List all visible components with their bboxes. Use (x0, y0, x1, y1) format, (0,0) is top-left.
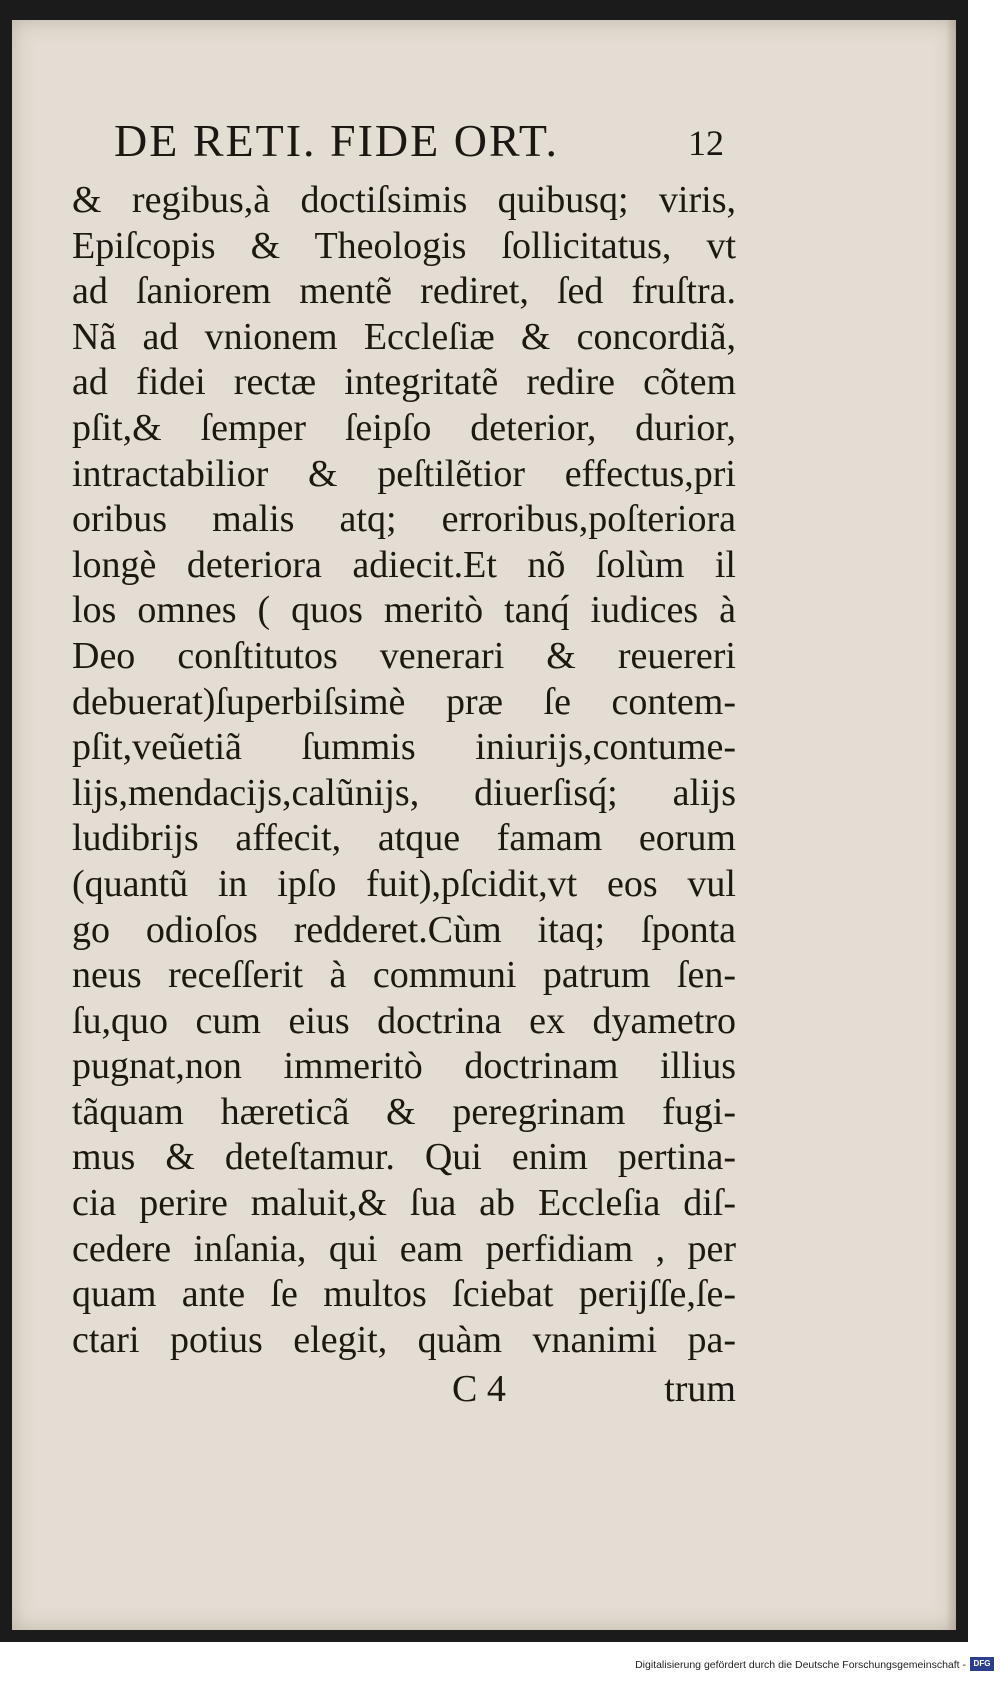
body-text (72, 178, 736, 1363)
text-line: tãquam hæreticã & peregrinam fugi- (72, 1090, 736, 1133)
text-line: ludibrijs affecit, atque famam eorum (72, 817, 736, 860)
text-line: longè deteriora adiecit.Et nõ ſolùm il (72, 543, 736, 586)
running-head (104, 112, 724, 170)
signature-mark: C 4 (452, 1368, 506, 1410)
text-line: mus & deteſtamur. Qui enim pertina- (72, 1136, 736, 1179)
text-line: ad fidei rectæ integritatẽ redire cõtem (72, 361, 736, 404)
credit-bar (0, 1653, 1000, 1683)
text-line: ſu,quo cum eius doctrina ex dyametro (72, 999, 736, 1042)
text-line: (quantũ in ipſo fuit),pſcidit,vt eos vul (72, 862, 736, 905)
text-line: cedere inſania, qui eam perfidiam , per (72, 1227, 736, 1270)
dfg-logo-icon: DFG (970, 1657, 994, 1671)
page-foot (72, 1364, 736, 1414)
catchword: trum (664, 1368, 736, 1410)
running-head-title: DE RETI. FIDE ORT. (114, 115, 560, 166)
text-line: ad ſaniorem mentẽ rediret, ſed fruſtra. (72, 270, 736, 313)
text-line: pugnat,non immeritò doctrinam illius (72, 1045, 736, 1088)
text-line: Nã ad vnionem Eccleſiæ & concordiã, (72, 315, 736, 358)
funding-credit: Digitalisierung gefördert durch die Deutsche Forschungsgemeinschaft - (635, 1659, 966, 1671)
text-line: ctari potius elegit, quàm vnanimi pa- (72, 1318, 736, 1361)
text-line: pſit,veũetiã ſummis iniurijs,contume- (72, 726, 736, 769)
page-edge-shadow (946, 20, 956, 1630)
book-page (12, 20, 956, 1630)
text-line: cia perire maluit,& ſua ab Eccleſia diſ- (72, 1182, 736, 1225)
text-line: & regibus,à doctiſsimis quibusq; viris, (72, 179, 736, 221)
text-line: Epiſcopis & Theologis ſollicitatus, vt (72, 224, 736, 267)
text-line: los omnes ( quos meritò tanq́ iudices à (72, 589, 736, 632)
text-line: quam ante ſe multos ſciebat perijſſe,ſe- (72, 1273, 736, 1316)
text-line: Deo conſtitutos venerari & reuereri (72, 634, 736, 677)
text-line: pſit,& ſemper ſeipſo deterior, durior, (72, 406, 736, 449)
page-number: 12 (688, 123, 724, 163)
text-line: intractabilior & peſtilẽtior effectus,pri (72, 452, 736, 495)
text-line: oribus malis atq; erroribus,poſteriora (72, 498, 736, 541)
text-line: neus receſſerit à communi patrum ſen- (72, 954, 736, 997)
text-line: go odioſos redderet.Cùm itaq; ſponta (72, 908, 736, 951)
text-line: debuerat)ſuperbiſsimè præ ſe contem- (72, 680, 736, 723)
text-line: lijs,mendacijs,calũnijs, diuerſisq́; alijs (72, 771, 736, 814)
